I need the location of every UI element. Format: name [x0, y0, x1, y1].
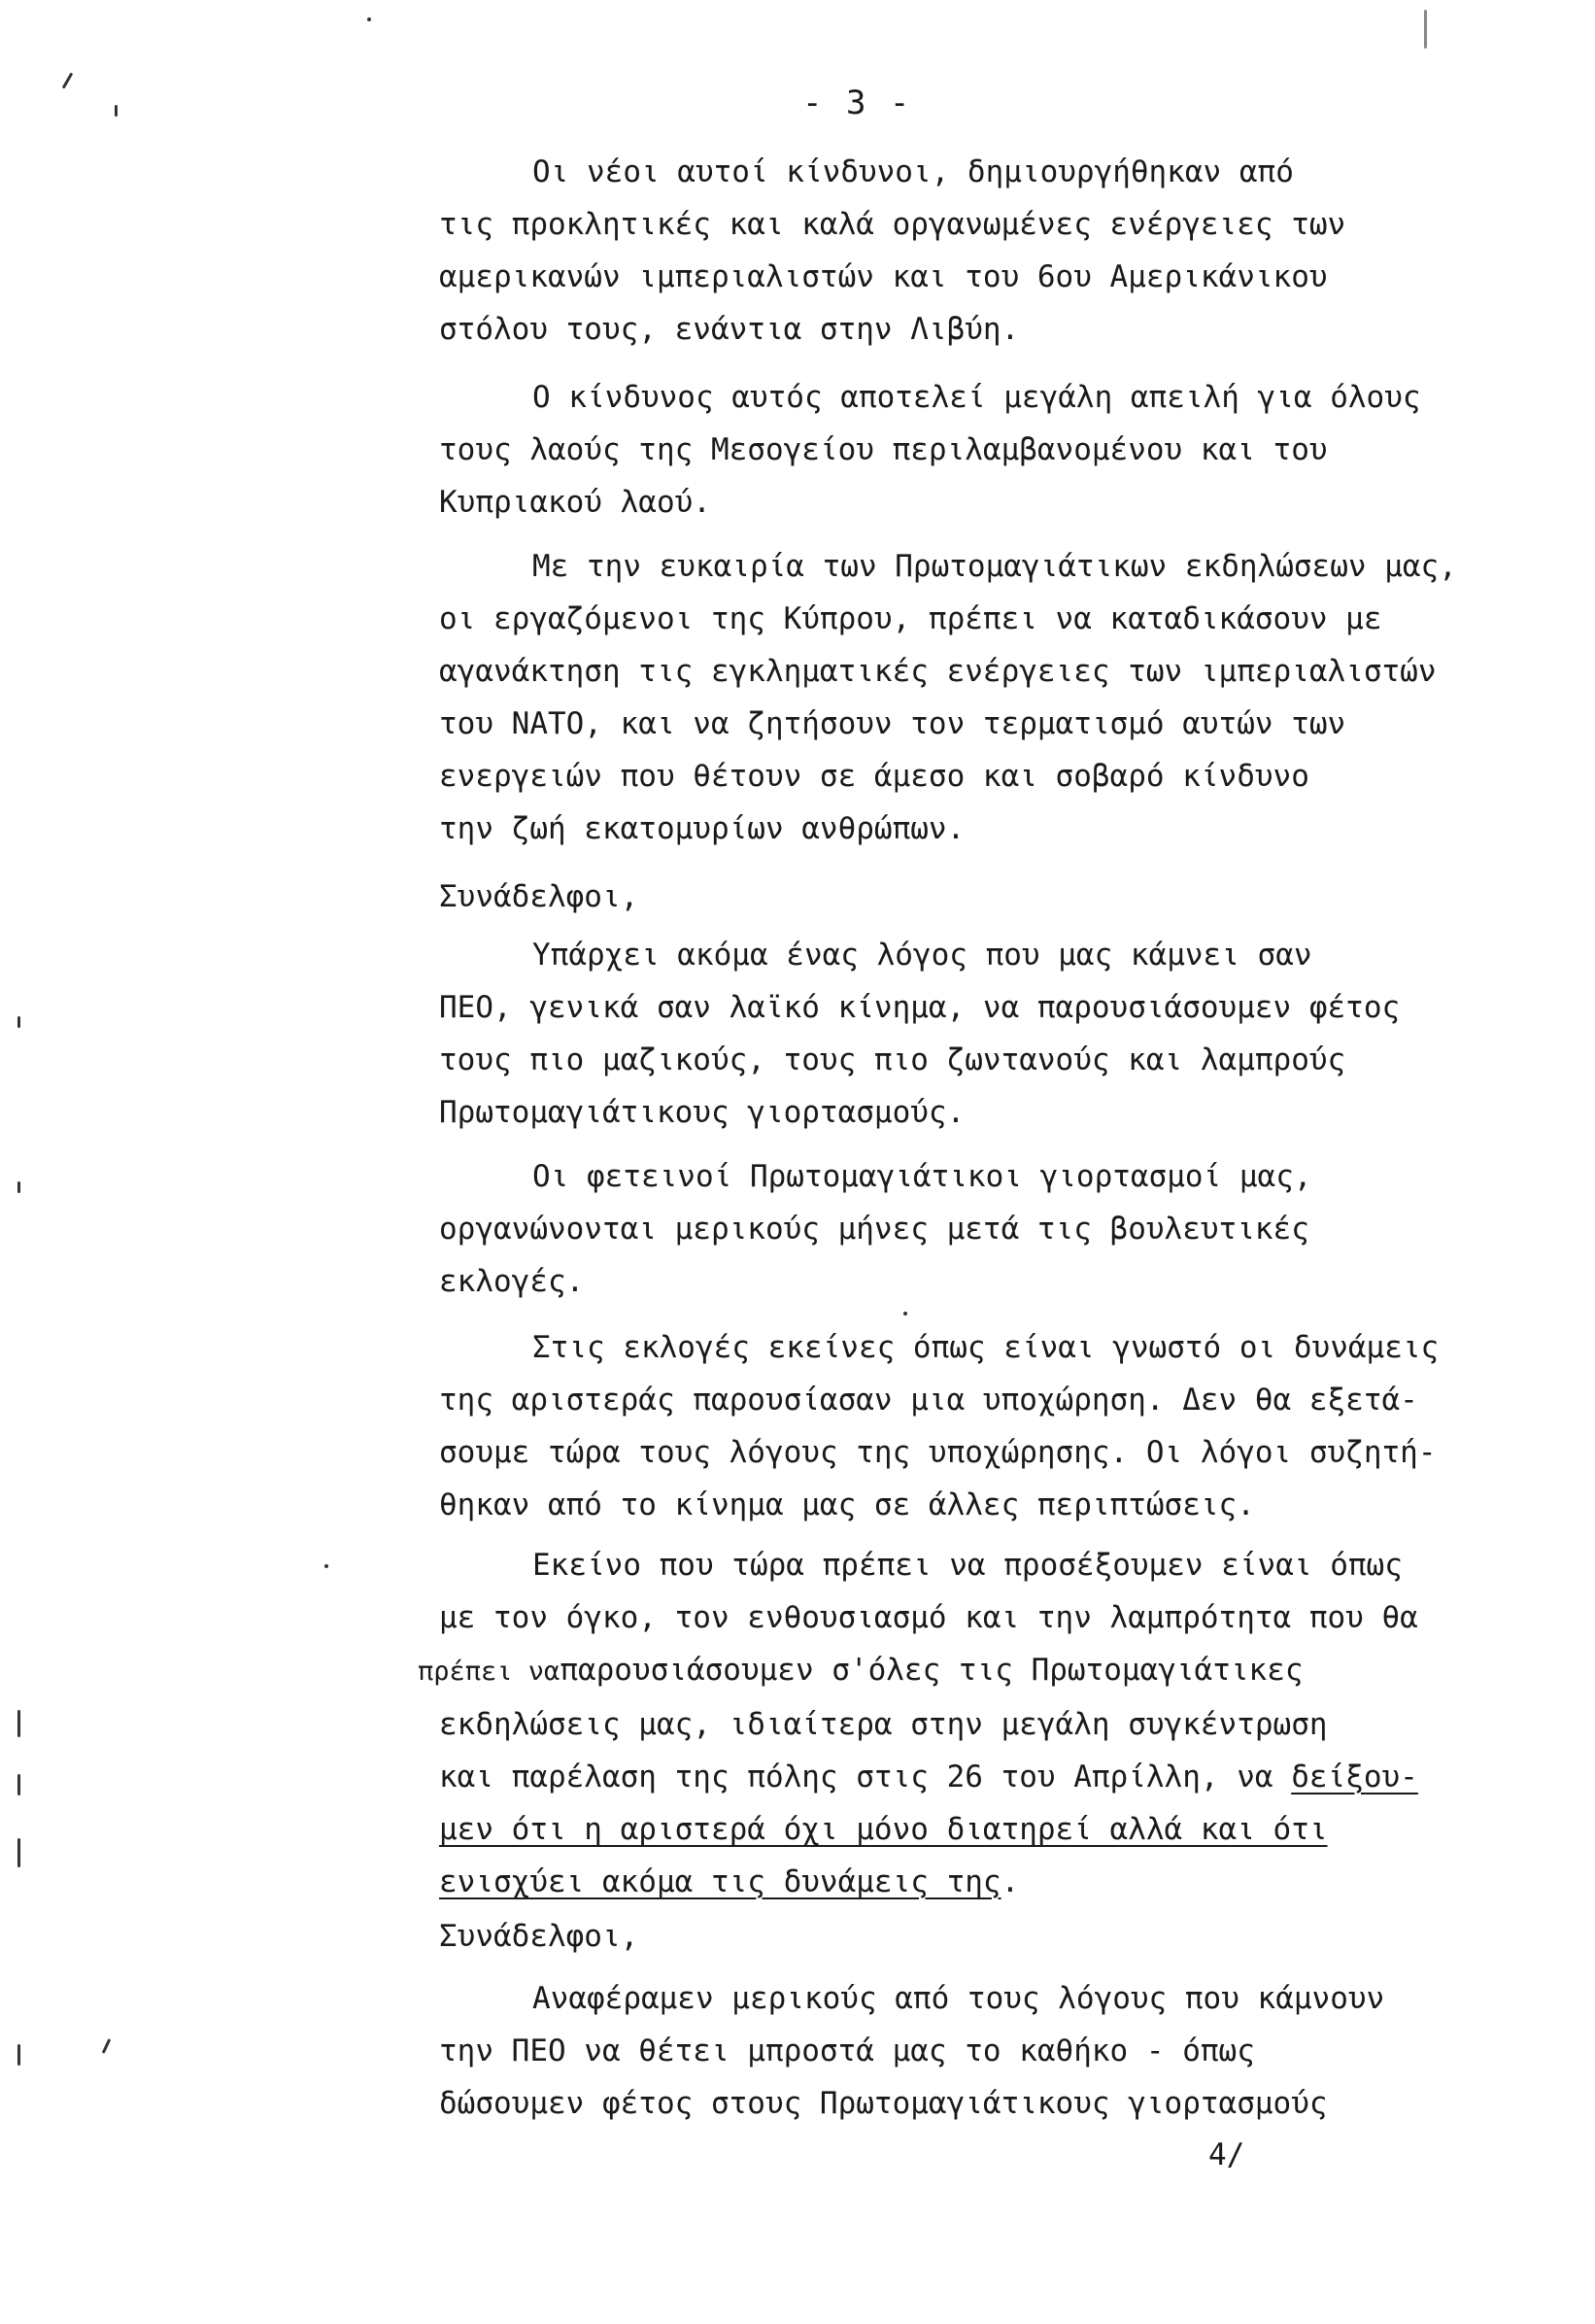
- underlined-text: δείξου-: [1291, 1760, 1418, 1794]
- scan-mark: [1424, 10, 1427, 49]
- text-line: σουμε τώρα τους λόγους της υποχώρησης. Οι λόγοι συζητή-: [439, 1435, 1437, 1470]
- text-fragment: παρουσιάσουμεν σ'όλες τις Πρωτομαγιάτικες: [560, 1653, 1304, 1688]
- text-line: Στις εκλογές εκείνες όπως είναι γνωστό οι δυνάμεις: [532, 1330, 1440, 1365]
- text-line: Αναφέραμεν μερικούς από τους λόγους που κάμνουν: [532, 1981, 1385, 2016]
- text-line: Οι νέοι αυτοί κίνδυνοι, δημιουργήθηκαν από: [532, 154, 1294, 189]
- handwritten-insertion: πρέπει να: [418, 1657, 560, 1687]
- text-line: [439, 1751, 1537, 1803]
- text-line: Εκείνο που τώρα πρέπει να προσέξουμεν είναι όπως: [532, 1548, 1403, 1583]
- text-line: Ο κίνδυνος αυτός αποτελεί μεγάλη απειλή για όλους: [532, 380, 1421, 415]
- text-line: Συνάδελφοι,: [439, 879, 639, 914]
- text-line: ενεργειών που θέτουν σε άμεσο και σοβαρό κίνδυνο: [439, 759, 1309, 794]
- scan-mark: [367, 17, 371, 21]
- text-line: Πρωτομαγιάτικους γιορτασμούς.: [439, 1095, 966, 1130]
- text-line: την ζωή εκατομυρίων ανθρώπων.: [439, 811, 966, 846]
- text-line: ΠΕΟ, γενικά σαν λαϊκό κίνημα, να παρουσιάσουμεν φέτος: [439, 990, 1401, 1025]
- text-line: Κυπριακού λαού.: [439, 485, 711, 520]
- scan-mark: [17, 1710, 20, 1737]
- paragraph-1: [439, 146, 1537, 356]
- text-line: Συνάδελφοι,: [439, 1919, 639, 1954]
- paragraph-8: [439, 1972, 1537, 2130]
- text-line: τους πιο μαζικούς, τους πιο ζωντανούς και λαμπρούς: [439, 1042, 1346, 1077]
- scan-mark: [17, 2044, 20, 2066]
- text-line: οργανώνονται μερικούς μήνες μετά τις βουλευτικές: [439, 1212, 1309, 1247]
- underlined-text: μεν ότι η αριστερά όχι μόνο διατηρεί αλλά και ότι: [439, 1812, 1328, 1847]
- paragraph-5: [439, 1150, 1537, 1308]
- paragraph-2: [439, 371, 1537, 529]
- page-number: - 3 -: [802, 84, 912, 122]
- text-line: την ΠΕΟ να θέτει μπροστά μας το καθήκο - όπως: [439, 2034, 1255, 2068]
- paragraph-7: [418, 1539, 1537, 1908]
- text-line: [418, 1644, 1537, 1698]
- scan-mark: [903, 1312, 907, 1316]
- text-line: τους λαούς της Μεσογείου περιλαμβανομένου και του: [439, 432, 1328, 467]
- text-line: αμερικανών ιμπεριαλιστών και του 6ου Αμερικάνικου: [439, 259, 1328, 294]
- text-line: με τον όγκο, τον ενθουσιασμό και την λαμπρότητα που θα: [439, 1600, 1418, 1635]
- scan-mark: [17, 1774, 20, 1795]
- scan-mark: [324, 1564, 328, 1568]
- text-line: Οι φετεινοί Πρωτομαγιάτικοι γιορτασμοί μας,: [532, 1159, 1312, 1194]
- text-line: του ΝΑΤΟ, και να ζητήσουν τον τερματισμό αυτών των: [439, 706, 1346, 741]
- salutation: [439, 1910, 1537, 1963]
- underlined-text: ενισχύει ακόμα τις δυνάμεις της: [439, 1864, 1001, 1899]
- paragraph-6: [439, 1321, 1537, 1531]
- text-line: θηκαν από το κίνημα μας σε άλλες περιπτώσεις.: [439, 1487, 1255, 1522]
- text-line: [439, 1856, 1537, 1908]
- text-line: δώσουμεν φέτος στους Πρωτομαγιάτικους γιορτασμούς: [439, 2086, 1328, 2121]
- text-line: αγανάκτηση τις εγκληματικές ενέργειες των ιμπεριαλιστών: [439, 654, 1437, 689]
- scan-mark: [17, 1181, 20, 1193]
- text-line: οι εργαζόμενοι της Κύπρου, πρέπει να καταδικάσουν με: [439, 601, 1382, 636]
- text-fragment: και παρέλαση της πόλης στις 26 του Απρίλλη, να: [439, 1760, 1292, 1794]
- next-page-marker: 4/: [1208, 2137, 1245, 2172]
- scan-mark: [115, 105, 118, 117]
- text-line: της αριστεράς παρουσίασαν μια υποχώρηση. Δεν θα εξετά-: [439, 1383, 1418, 1418]
- text-line: Υπάρχει ακόμα ένας λόγος που μας κάμνει σαν: [532, 938, 1312, 973]
- scan-mark: [17, 1016, 20, 1028]
- scan-mark: [102, 2038, 111, 2054]
- scan-mark: [17, 1838, 20, 1867]
- salutation: [439, 871, 1537, 923]
- scan-mark: [62, 72, 74, 88]
- text-line: στόλου τους, ενάντια στην Λιβύη.: [439, 312, 1020, 347]
- text-line: Με την ευκαιρία των Πρωτομαγιάτικων εκδηλώσεων μας,: [532, 549, 1457, 584]
- text-line: εκλογές.: [439, 1264, 585, 1299]
- text-fragment: .: [1001, 1864, 1020, 1899]
- text-line: εκδηλώσεις μας, ιδιαίτερα στην μεγάλη συγκέντρωση: [439, 1707, 1328, 1742]
- text-line: τις προκλητικές και καλά οργανωμένες ενέργειες των: [439, 207, 1346, 242]
- paragraph-4: [439, 929, 1537, 1139]
- paragraph-3: [439, 540, 1537, 855]
